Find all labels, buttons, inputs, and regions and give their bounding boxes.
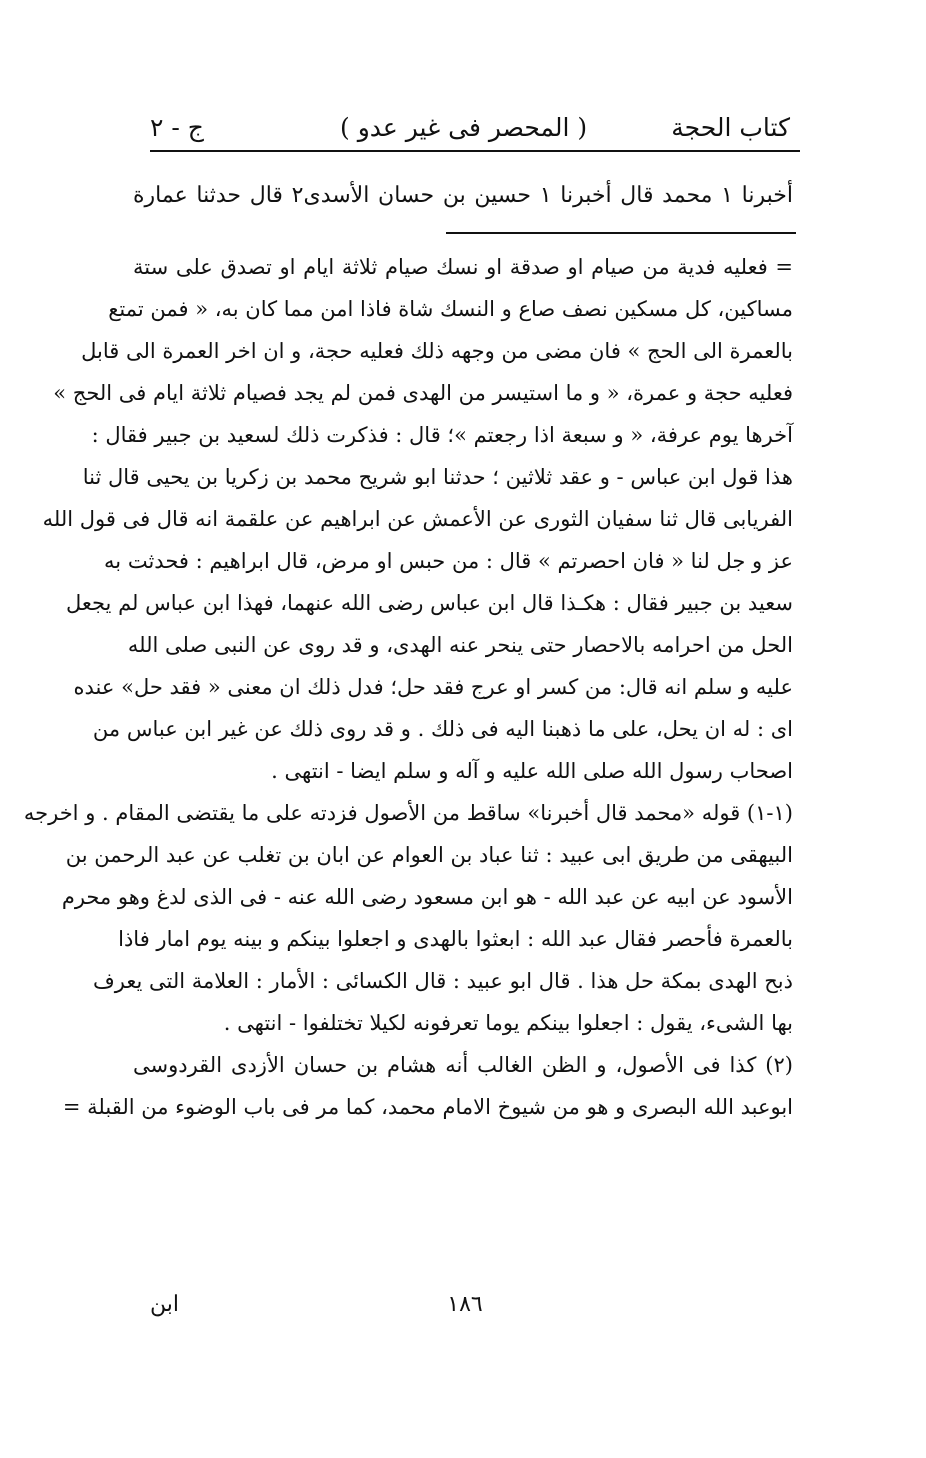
header-rule [150, 150, 800, 152]
note-line: الفريابى قال ثنا سفيان الثورى عن الأعمش عن ابراهيم عن علقمة انه قال فى قول الله [42, 507, 793, 531]
note-line: سعيد بن جبير فقال : هكـذا قال ابن عباس رضى الله عنهما، فهذا ابن عباس لم يجعل [65, 591, 793, 615]
note-line: مساكين، كل مسكين نصف صاع و النسك شاة فاذا امن مما كان به، « فمن تمتع [108, 297, 793, 321]
note-line: بالعمرة الى الحج » فان مضى من وجهه ذلك فعليه حجة، و ان اخر العمرة الى قابل [81, 339, 793, 363]
page-header [130, 108, 790, 148]
note-line: بها الشىء، يقول : اجعلوا بينكم يوما تعرفونه لكيلا تختلفوا - انتهى . [223, 1011, 793, 1035]
footnotes [23, 246, 793, 1128]
note-line: آخرها يوم عرفة، « و سبعة اذا رجعتم »؛ قال : فذكرت ذلك لسعيد بن جبير فقال : [91, 423, 793, 447]
note-line: بالعمرة فأحصر فقال عبد الله : ابعثوا بالهدى و اجعلوا بينكم و بينه يوم امار فاذا [118, 927, 793, 951]
note-line: الحل من احرامه بالاحصار حتى ينحر عنه الهدى، و قد روى عن النبى صلى الله [127, 633, 793, 657]
page-number: ١٨٦ [447, 1292, 483, 1317]
note-line: عليه و سلم انه قال: من كسر او عرج فقد حل؛ فدل ذلك ان معنى « فقد حل» عنده [73, 675, 793, 699]
note-line: (١-١) قوله «محمد قال أخبرنا» ساقط من الأصول فزدته على ما يقتضى المقام . و اخرجه [23, 801, 793, 825]
book-title: كتاب الحجة [671, 113, 790, 142]
note-line: اى : له ان يحل، على ما ذهبنا اليه فى ذلك . و قد روى ذلك عن غير ابن عباس من [92, 717, 793, 741]
note-line: فعليه حجة و عمرة، « و ما استيسر من الهدى فمن لم يجد فصيام ثلاثة ايام فى الحج » [53, 381, 793, 405]
note-line: الأسود عن ابيه عن عبد الله - هو ابن مسعود رضى الله عنه - فى الذى لدغ وهو محرم [61, 885, 793, 909]
footnote-separator [446, 232, 796, 234]
note-line: البيهقى من طريق ابى عبيد : ثنا عباد بن العوام عن ابان بن تغلب عن عبد الرحمن بن [65, 843, 793, 867]
catchword: ابن [150, 1292, 179, 1317]
note-line: = فعليه فدية من صيام او صدقة او نسك صيام ثلاثة ايام او تصدق على ستة [133, 255, 793, 279]
main-text-line: أخبرنا ١ محمد قال أخبرنا ١ حسين بن حسان الأسدى٢ قال حدثنا عمارة [133, 183, 793, 208]
note-line: عز و جل لنا « فان احصرتم » قال : من حبس او مرض، قال ابراهيم : فحدثت به [104, 549, 793, 573]
note-line: اصحاب رسول الله صلى الله عليه و آله و سلم ايضا - انتهى . [271, 759, 793, 783]
note-line: هذا قول ابن عباس - و عقد ثلاثين ؛ حدثنا ابو شريح محمد بن زكريا بن يحيى قال ثنا [82, 465, 793, 489]
note-line: (٢) كذا فى الأصول، و الظن الغالب أنه هشام بن حسان الأزدى القردوسى [133, 1053, 793, 1077]
chapter-title: ( المحصر فى غير عدو ) [340, 113, 588, 142]
page-footer [0, 1292, 926, 1332]
volume-number: ج - ٢ [150, 113, 204, 142]
note-line: ابوعبد الله البصرى و هو من شيوخ الامام محمد، كما مر فى باب الوضوء من القبلة = [62, 1095, 793, 1119]
note-line: ذبح الهدى بمكة حل هذا . قال ابو عبيد : قال الكسائى : الأمار : العلامة التى يعرف [92, 969, 793, 993]
